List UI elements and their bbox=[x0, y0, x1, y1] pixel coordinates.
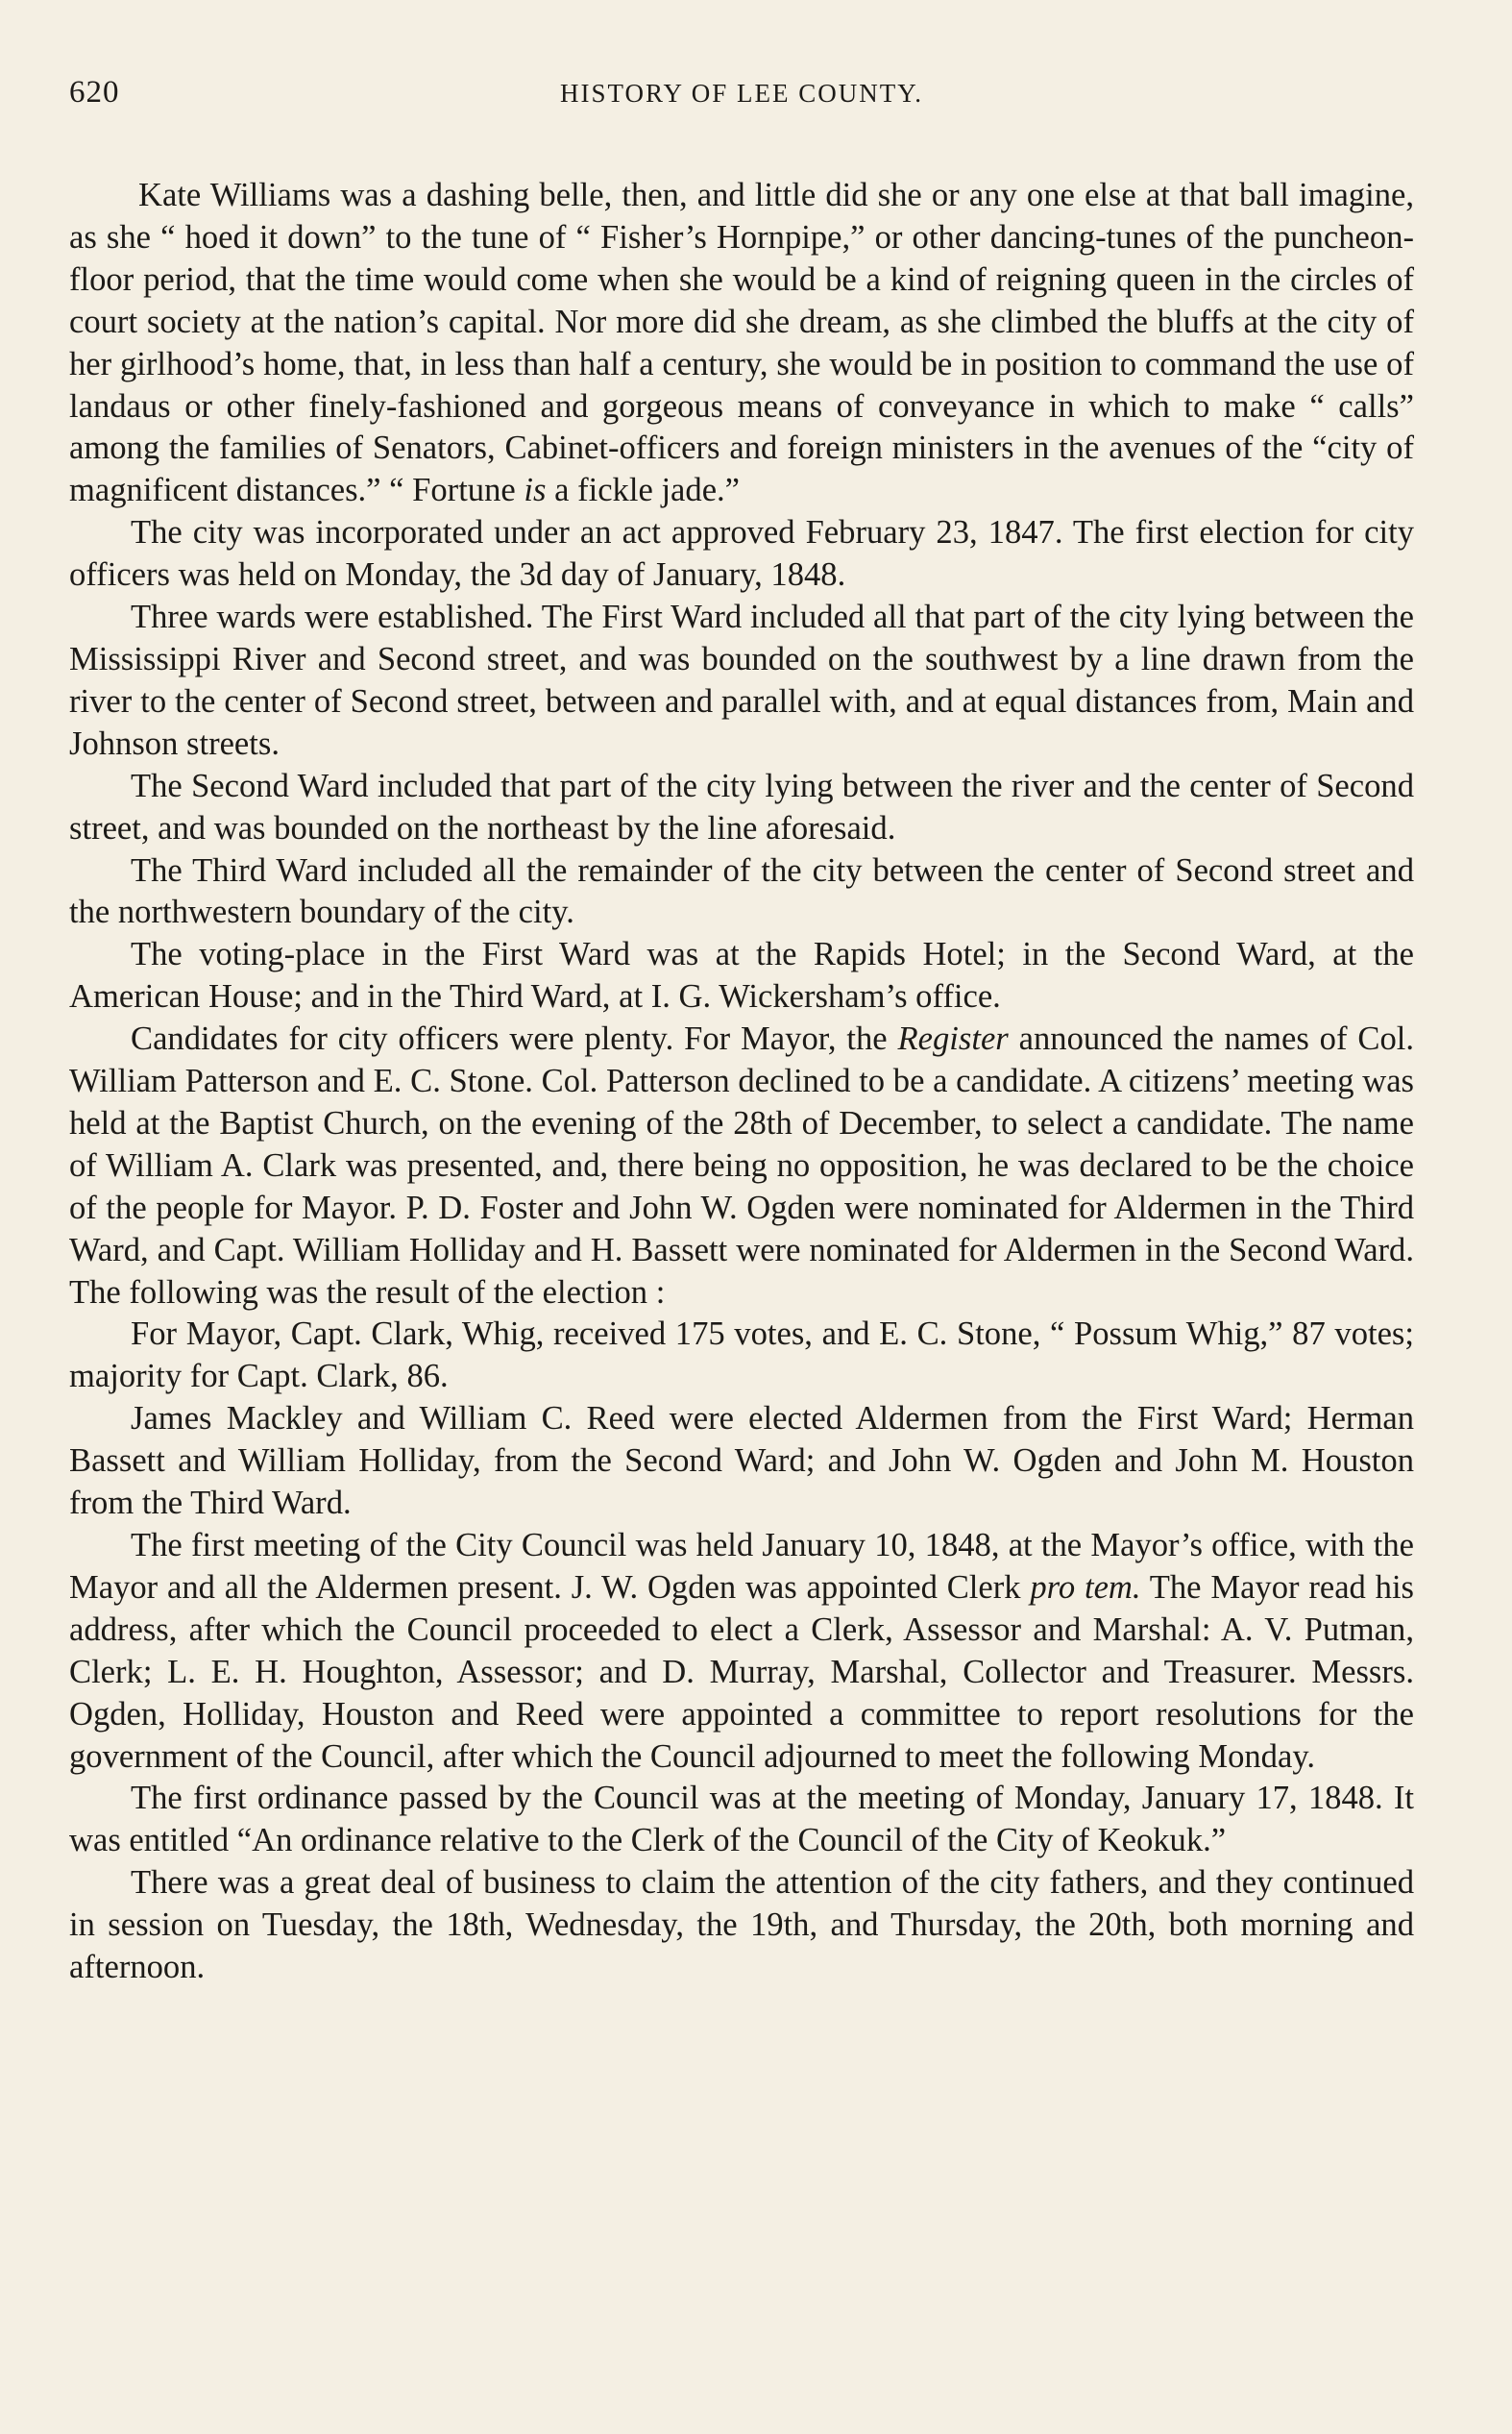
paragraph-kate-williams bbox=[69, 175, 1414, 512]
paragraph-first-ordinance: The first ordinance passed by the Council was at the meeting of Monday, January 17, 1848. It was entitled “An ordinance relative to the Clerk of the Council of the City of Keokuk.” bbox=[69, 1780, 1414, 1859]
paragraph-text: Candidates for city officers were plenty. For Mayor, the bbox=[131, 1020, 898, 1058]
italic-is: is bbox=[524, 472, 547, 509]
paragraph-first-meeting bbox=[69, 1525, 1414, 1778]
paragraph-text: a fickle jade.” bbox=[546, 472, 741, 509]
page-header bbox=[69, 75, 1414, 133]
paragraph-incorporation: The city was incorporated under an act approved February 23, 1847. The first election for city officers was held on Monday, the 3d day of January, 1848. bbox=[69, 514, 1414, 594]
paragraph-aldermen-elected: James Mackley and William C. Reed were elected Aldermen from the First Ward; Herman Bassett and William Holliday, from the Second Ward; and John W. Ogden and John M. Houston from the Third Ward. bbox=[69, 1400, 1414, 1522]
paragraph-text: The Mayor read his address, after which the Council proceeded to elect a Clerk, Assessor and Marshal: A. V. Putman, Clerk; L. E. H. Houghton, Assessor; and D. Murray, Marshal, Collector and Treasurer. Messrs. Ogden, Holliday, Houston and Reed were appointed a committee to report resolutions for the government of the Council, after which the Council adjourned to meet the following Monday. bbox=[69, 1568, 1415, 1775]
italic-register: Register bbox=[897, 1020, 1009, 1058]
paragraph-candidates bbox=[69, 1019, 1414, 1314]
running-title: HISTORY OF LEE COUNTY. bbox=[559, 79, 924, 108]
paragraph-text: The first meeting of the City Council was held January 10, 1848, at the Mayor’s office, with the Mayor and all the Aldermen present. J. W. Ogden was appointed Clerk bbox=[69, 1527, 1414, 1606]
paragraph-text: announced the names of Col. William Patterson and E. C. Stone. Col. Patterson declined to be a candidate. A citizens’ meeting was held at the Baptist Church, on the evening of the 28th of December, to select a candidate. The name of William A. Clark was presented, and, there being no opposition, he was declared to be the choice of the people for Mayor. P. D. Foster and John W. Ogden were nominated for Aldermen in the Third Ward, and Capt. William Holliday and H. Bassett were nominated for Aldermen in the Second Ward. The following was the result of the election : bbox=[69, 1020, 1414, 1311]
paragraph-text: Kate Williams was a dashing belle, then, and little did she or any one else at that ball imagine, as she “ hoed it down” to the tune of “ Fisher’s Hornpipe,” or other dancing-tunes of the puncheon-floor period, that the time would come when she would be a kind of reigning queen in the circles of court society at the nation’s capital. Nor more did she dream, as she climbed the bluffs at the city of her girlhood’s home, that, in less than half a century, she would be in position to command the use of landaus or other finely-fashioned and gorgeous means of conveyance in which to make “ calls” among the families of Senators, Cabinet-officers and foreign ministers in the avenues of the “city of magnificent distances.” “ Fortune bbox=[69, 177, 1414, 509]
paragraph-session: There was a great deal of business to claim the attention of the city fathers, and they continued in session on Tuesday, the 18th, Wednesday, the 19th, and Thursday, the 20th, both morning and afternoon. bbox=[69, 1864, 1414, 1986]
paragraph-voting-places: The voting-place in the First Ward was at the Rapids Hotel; in the Second Ward, at the American House; and in the Third Ward, at I. G. Wickersham’s office. bbox=[69, 936, 1414, 1016]
paragraph-second-ward: The Second Ward included that part of the city lying between the river and the center of Second street, and was bounded on the northeast by the line aforesaid. bbox=[69, 767, 1414, 847]
book-page bbox=[69, 75, 1414, 1989]
paragraph-three-wards: Three wards were established. The First Ward included all that part of the city lying between the Mississippi River and Second street, and was bounded on the southwest by a line drawn from the river to the center of Second street, between and parallel with, and at equal distances from, Main and Johnson streets. bbox=[69, 599, 1414, 762]
paragraph-third-ward: The Third Ward included all the remainder of the city between the center of Second street and the northwestern boundary of the city. bbox=[69, 851, 1414, 931]
page-number: 620 bbox=[69, 75, 120, 110]
body-text bbox=[69, 175, 1414, 1989]
paragraph-mayor-result: For Mayor, Capt. Clark, Whig, received 175 votes, and E. C. Stone, “ Possum Whig,” 87 votes; majority for Capt. Clark, 86. bbox=[69, 1315, 1414, 1395]
italic-pro-tem: pro tem. bbox=[1030, 1568, 1141, 1606]
